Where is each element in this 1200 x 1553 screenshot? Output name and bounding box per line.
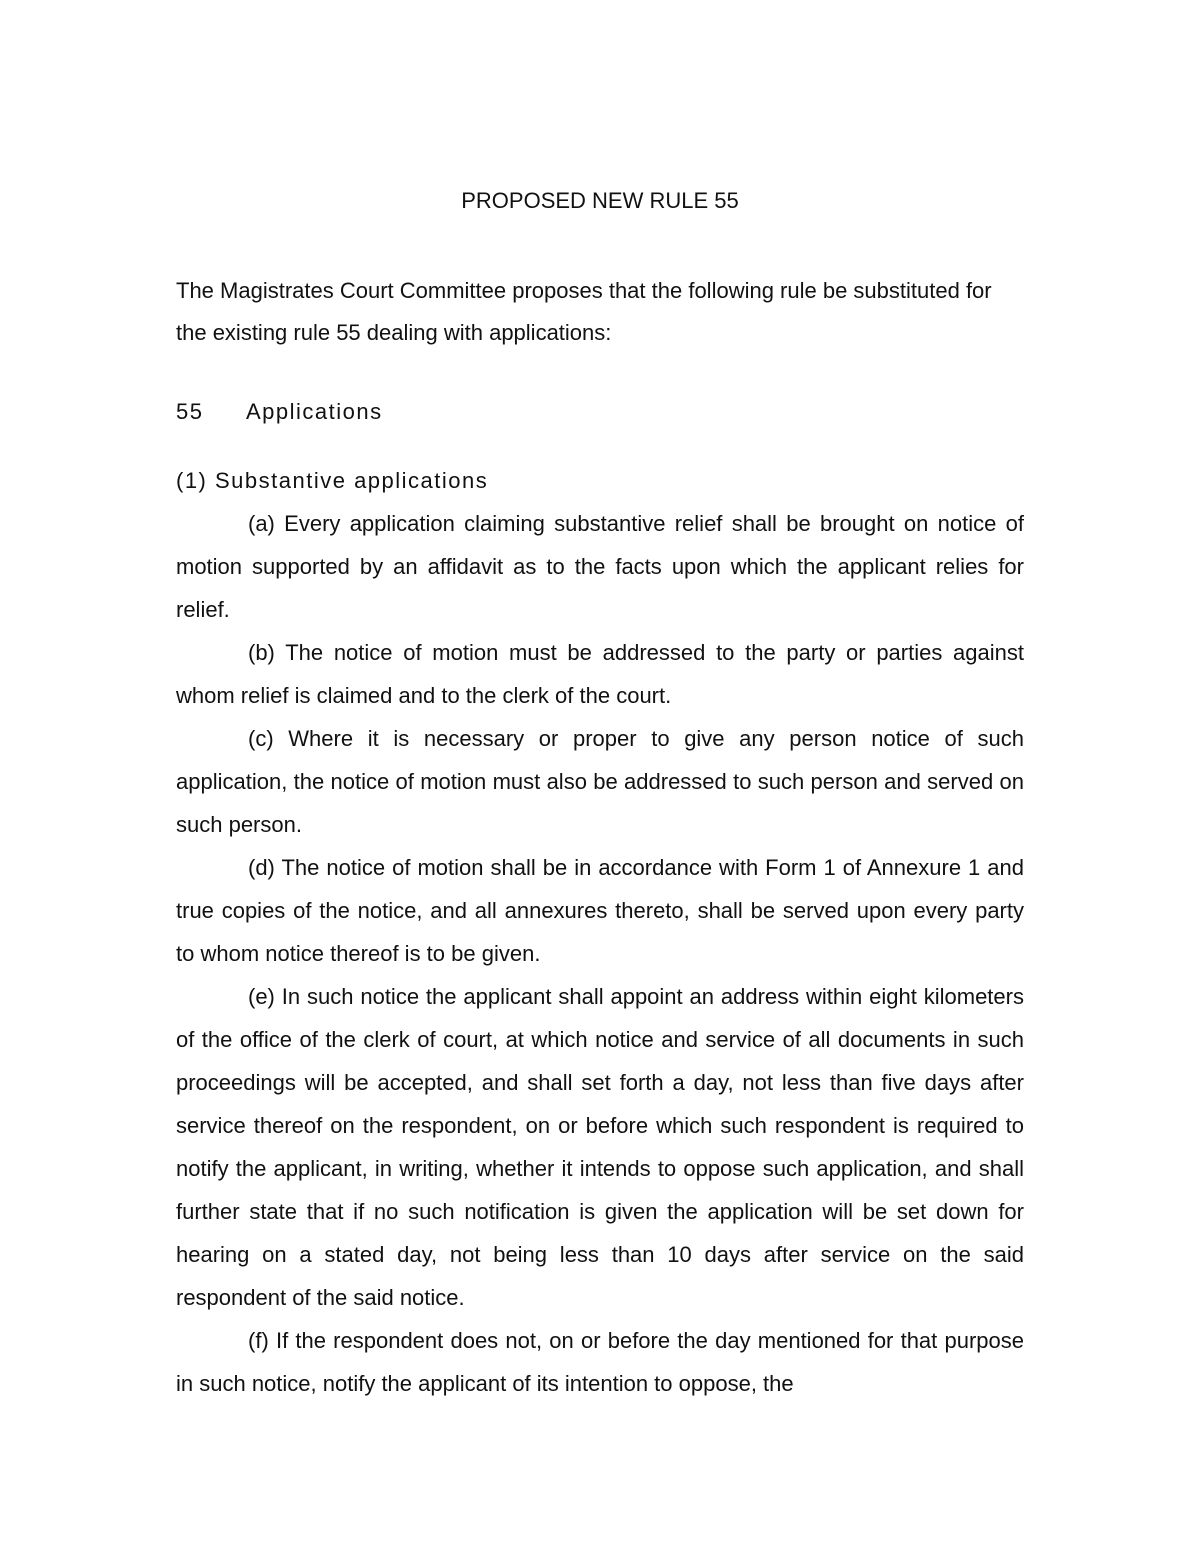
section-number: 55 bbox=[176, 399, 204, 424]
paragraph-b: (b) The notice of motion must be addressed to the party or parties against whom relief is claimed and to the clerk of the court. bbox=[176, 640, 1024, 708]
document-title: PROPOSED NEW RULE 55 bbox=[461, 188, 739, 213]
rule-body bbox=[176, 502, 1024, 1405]
subsection-heading: (1) Substantive applications bbox=[176, 468, 489, 493]
paragraph-a: (a) Every application claiming substantive relief shall be brought on notice of motion supported by an affidavit as to the facts upon which the applicant relies for relief. bbox=[176, 511, 1024, 622]
intro-paragraph: The Magistrates Court Committee proposes that the following rule be substituted for the existing rule 55 dealing with applications: bbox=[176, 278, 992, 345]
section-heading bbox=[176, 396, 1024, 428]
paragraph-d: (d) The notice of motion shall be in accordance with Form 1 of Annexure 1 and true copies of the notice, and all annexures thereto, shall be served upon every party to whom notice thereof is to be given. bbox=[176, 855, 1024, 966]
section-title: Applications bbox=[246, 399, 383, 424]
paragraph-e: (e) In such notice the applicant shall appoint an address within eight kilometers of the office of the clerk of court, at which notice and service of all documents in such proceedings will be accepted, and shall set forth a day, not less than five days after service thereof on the respondent, on or before which such respondent is required to notify the applicant, in writing, whether it intends to oppose such application, and shall further state that if no such notification is given the application will be set down for hearing on a stated day, not being less than 10 days after service on the said respondent of the said notice. bbox=[176, 984, 1024, 1310]
paragraph-f: (f) If the respondent does not, on or before the day mentioned for that purpose in such notice, notify the applicant of its intention to oppose, the bbox=[176, 1328, 1024, 1396]
paragraph-c: (c) Where it is necessary or proper to give any person notice of such application, the notice of motion must also be addressed to such person and served on such person. bbox=[176, 726, 1024, 837]
